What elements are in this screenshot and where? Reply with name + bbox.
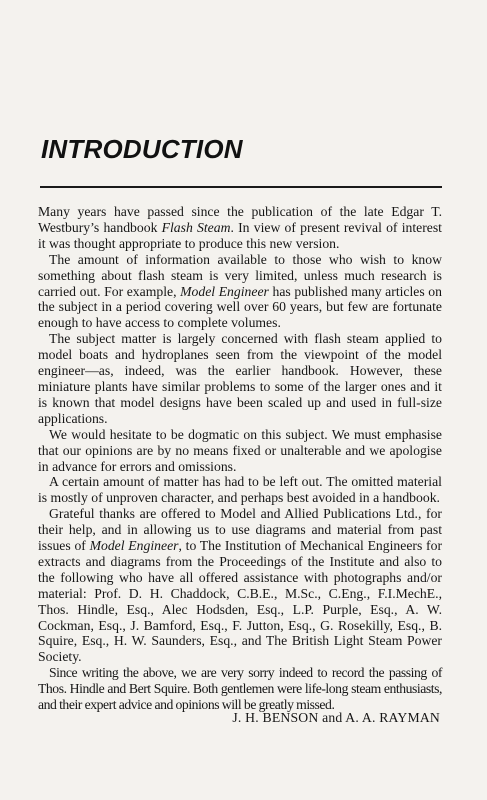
paragraph-5: A certain amount of matter has had to be left out. The omitted material is mostly of unproven character, and perhaps best avoided in a handbook. [38, 474, 442, 506]
paragraph-4: We would hesitate to be dogmatic on this subject. We must emphasise that our opinions are by no means fixed or unalterable and we apologise in advance for errors and omissions. [38, 426, 442, 474]
paragraph-2 [38, 252, 442, 332]
paragraph-6-text-a: Grateful thanks are offered to Model and Allied Publications Ltd., for their help, and in allowing us to use diagrams and material from past issues of [38, 506, 442, 554]
author-signature: J. H. BENSON and A. A. RAYMAN [232, 710, 440, 725]
paragraph-1-text-a: Many years have passed since the publication of the late Edgar T. Westbury’s handbook [38, 204, 442, 235]
paragraph-3: The subject matter is largely concerned with flash steam applied to model boats and hydroplanes seen from the viewpoint of the model engineer—as, indeed, was the earlier handbook. However, these miniature plants have similar problems to some of the larger ones and it is known that model designs have been scaled up and used in full-size applications. [38, 331, 442, 426]
paragraph-2-text-c: has published many articles on the subject in a period covering well over 60 years, but few are fortunate enough to have access to complete volumes. [38, 283, 442, 331]
body-text [38, 204, 442, 713]
page-title: INTRODUCTION [41, 134, 243, 164]
magazine-title-model-engineer: Model Engineer [180, 283, 269, 299]
paragraph-7: Since writing the above, we are very sorry indeed to record the passing of Thos. Hindle and Bert Squire. Both gentlemen were life-long steam enthusiasts, and their expert advice and opinions will be greatly missed. [38, 665, 442, 713]
paragraph-6 [38, 506, 442, 665]
paragraph-2-text-a: The amount of information available to those who wish to know something about flash steam is very limited, unless much research is carried out. For example, [38, 251, 442, 299]
paragraph-1 [38, 204, 442, 252]
paragraph-6-text-c: , to The Institution of Mechanical Engineers for extracts and diagrams from the Proceedings of the Institute and also to the following who have all offered assistance with photographs and/or material: Prof. D. H. Chaddock, C.B.E., M.Sc., C.Eng., F.I.MechE., Thos. Hindle, Esq., Alec Hodsden, Esq., L.P. Purple, Esq., A. W. Cockman, Esq., J. Bamford, Esq., F. Jutton, Esq., G. Rosekilly, Esq., B. Squire, Esq., H. W. Saunders, Esq., and The British Light Steam Power Society. [38, 538, 442, 665]
title-rule [40, 186, 442, 188]
magazine-title-model-engineer-2: Model Engineer [89, 538, 179, 554]
paragraph-1-text-c: . In view of present revival of interest it was thought appropriate to produce this new version. [38, 219, 442, 251]
book-title-flash-steam: Flash Steam [161, 219, 231, 235]
